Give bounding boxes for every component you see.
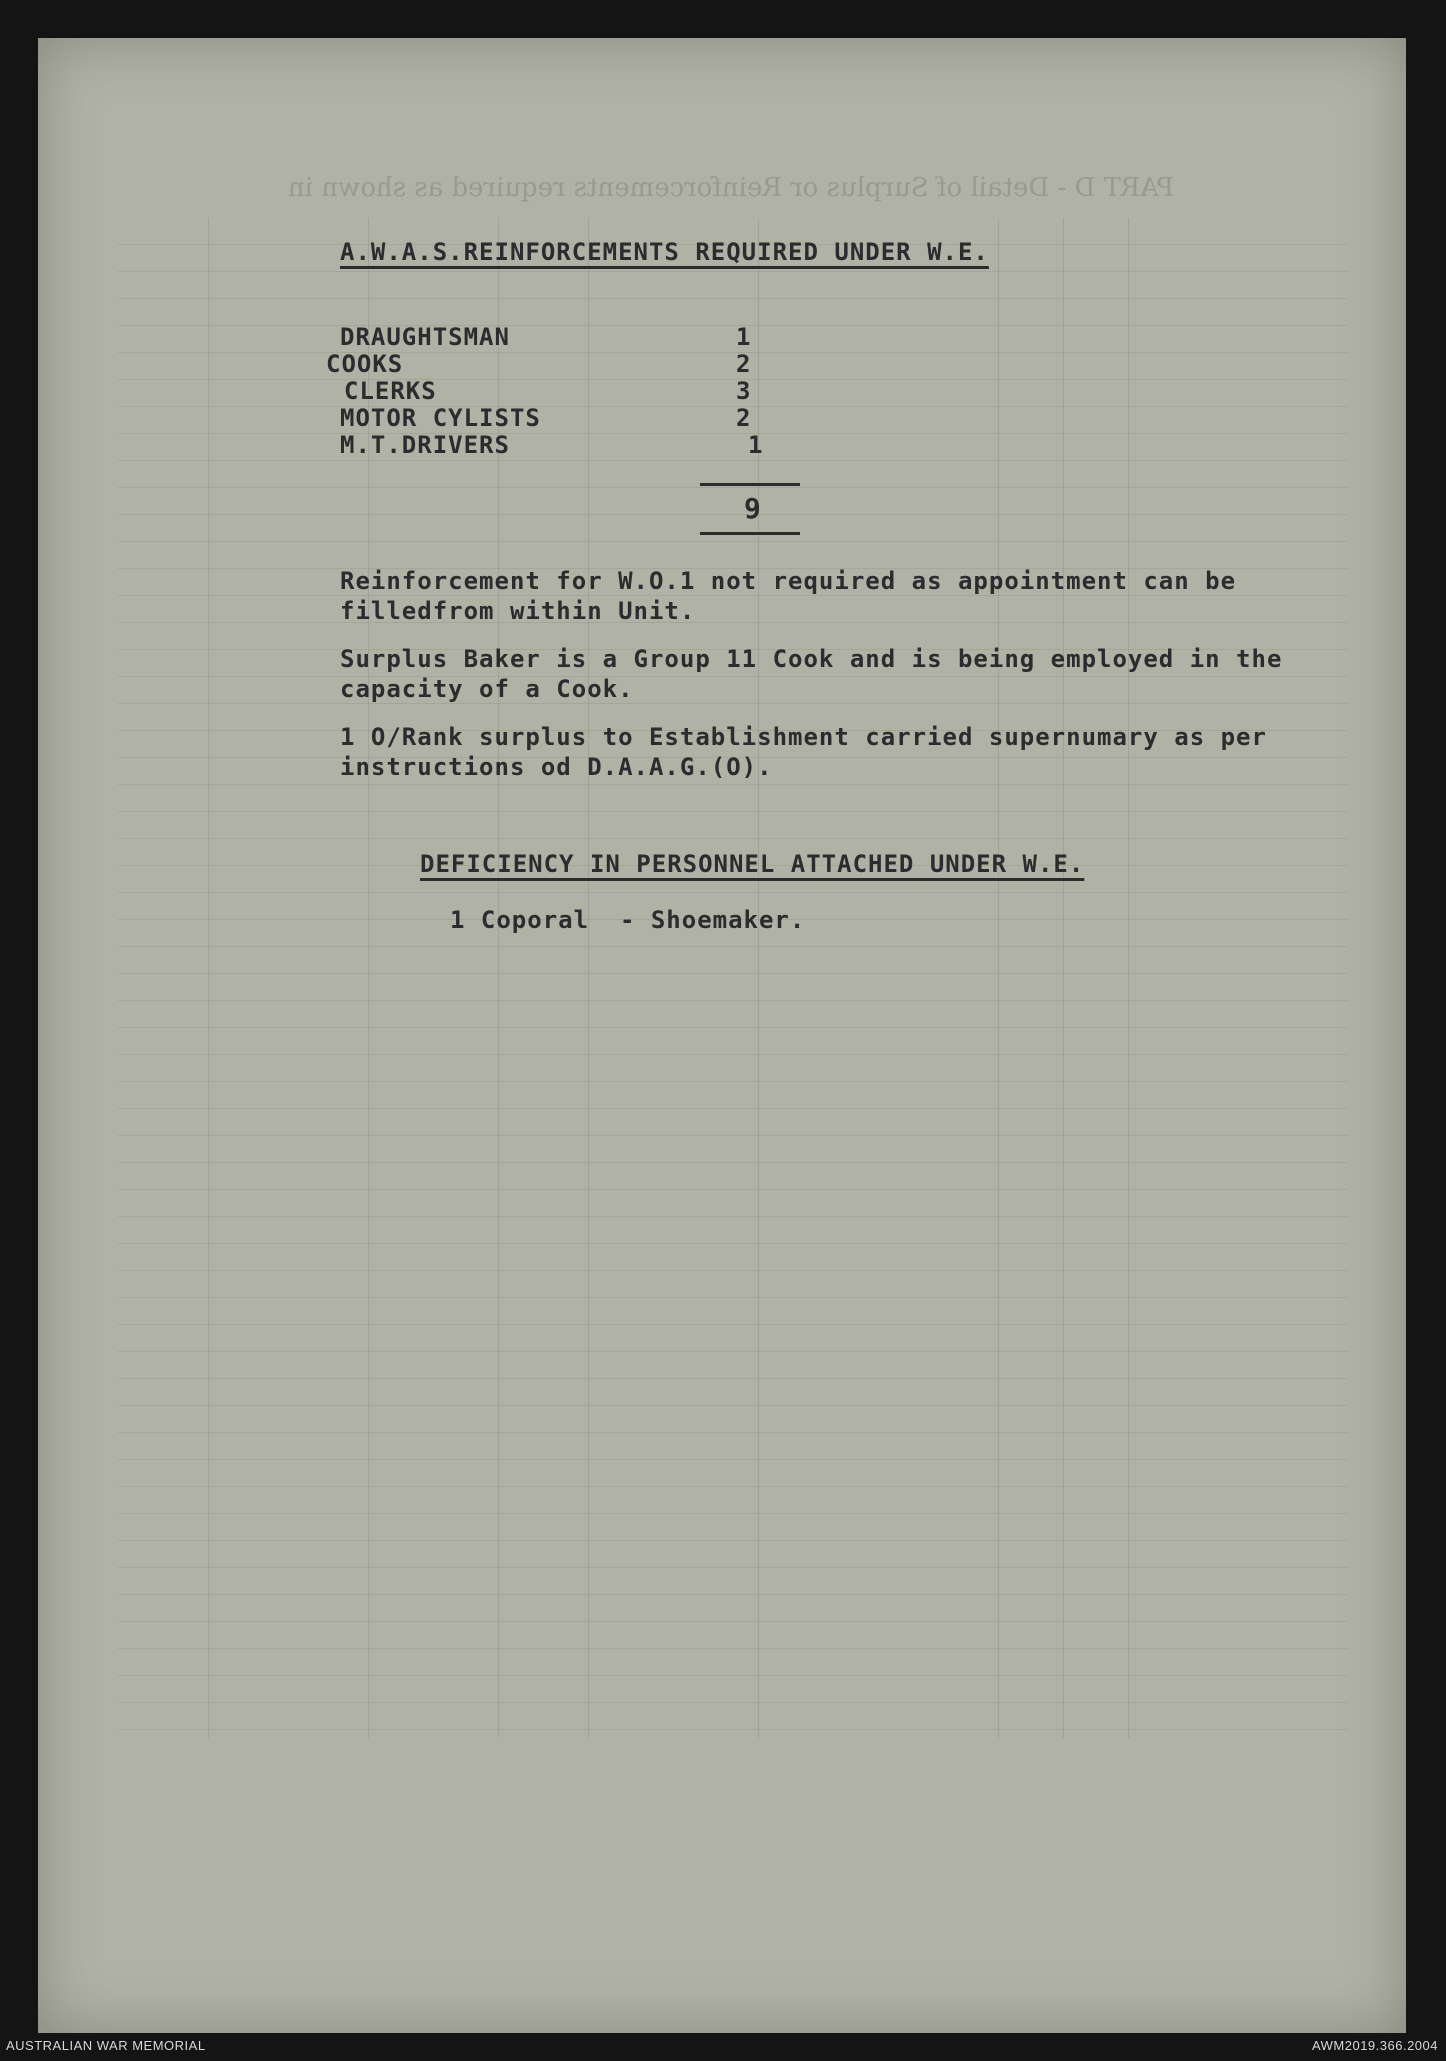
note-wo1: Reinforcement for W.O.1 not required as appointment can be filledfrom within Unit. (340, 567, 1237, 625)
item-value-motor-cyclists: 2 (736, 404, 752, 432)
item-label-cooks: COOKS (326, 350, 404, 378)
item-label-motor-cyclists: MOTOR CYLISTS (340, 404, 541, 432)
item-label-clerks: CLERKS (344, 377, 437, 405)
bleed-through-columns (118, 218, 1348, 1738)
note-surplus-baker: Surplus Baker is a Group 11 Cook and is being employed in the capacity of a Cook. (340, 645, 1283, 703)
item-value-draughtsman: 1 (736, 323, 752, 351)
total-rule-top (700, 483, 800, 486)
reinforcements-heading: A.W.A.S.REINFORCEMENTS REQUIRED UNDER W.E. (340, 238, 989, 266)
item-label-mt-drivers: M.T.DRIVERS (340, 431, 510, 459)
total-value: 9 (744, 492, 762, 525)
item-value-clerks: 3 (736, 377, 752, 405)
deficiency-item: 1 Coporal - Shoemaker. (450, 906, 806, 934)
item-value-mt-drivers: 1 (748, 431, 764, 459)
footer-archive-name: AUSTRALIAN WAR MEMORIAL (6, 2038, 206, 2053)
document-page (38, 38, 1406, 2033)
footer-accession-number: AWM2019.366.2004 (1311, 2038, 1438, 2053)
bleed-through-heading: PART D - Detail of Surplus or Reinforcements required as shown in (288, 173, 1174, 203)
deficiency-heading: DEFICIENCY IN PERSONNEL ATTACHED UNDER W.E. (420, 850, 1085, 878)
item-label-draughtsman: DRAUGHTSMAN (340, 323, 510, 351)
note-surplus-rank: 1 O/Rank surplus to Establishment carried supernumary as per instructions od D.A.A.G.(O). (340, 723, 1267, 781)
item-value-cooks: 2 (736, 350, 752, 378)
total-rule-bottom (700, 532, 800, 535)
